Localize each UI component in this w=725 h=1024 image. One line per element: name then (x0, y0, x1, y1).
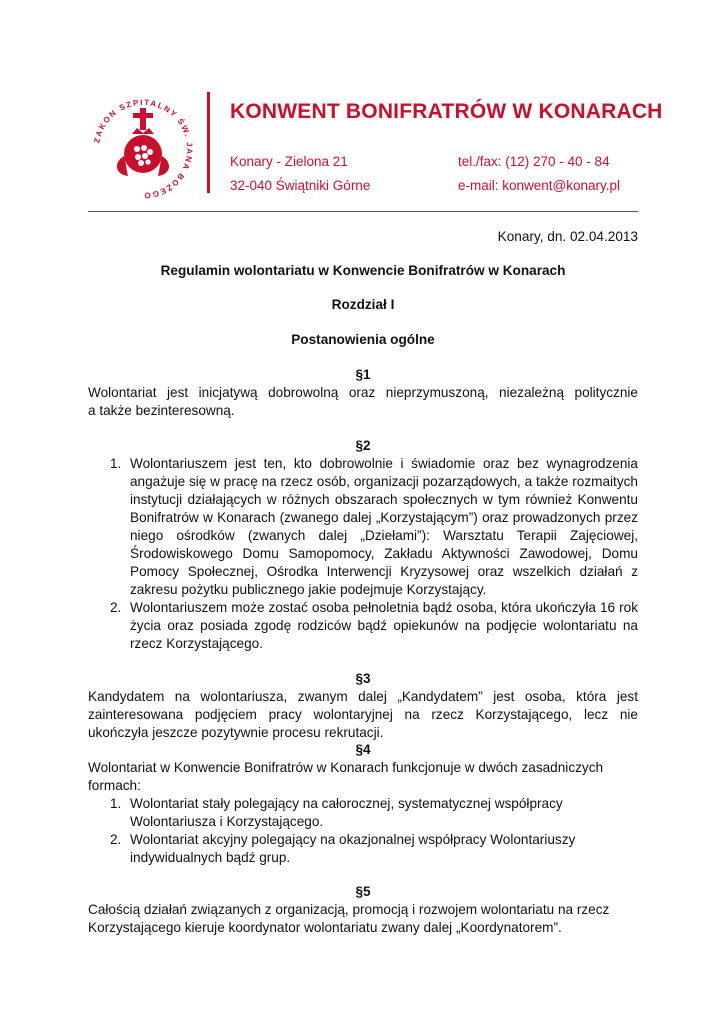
document-date: Konary, dn. 02.04.2013 (497, 229, 638, 244)
section-4-line-1: Wolontariat w Konwencie Bonifratrów w Konarach funkcjonuje w dwóch zasadniczych (88, 760, 604, 775)
section-2-heading: §2 (355, 438, 371, 453)
list-item (88, 599, 638, 653)
list-item (88, 795, 638, 831)
letterhead-divider (207, 92, 210, 193)
section-3-text: Kandydatem na wolontariusza, zwanym dalej „Kandydatem” jest osoba, która jest zainteresowana podjęciem pracy wolontaryjnej na rzecz Korzystającego, lecz nie ukończyła jeszcze pozytywnie procesu rekrutacji. (88, 689, 638, 740)
list-item-number: 1. (110, 456, 122, 471)
organization-name: KONWENT BONIFRATRÓW W KONARACH (230, 100, 663, 123)
list-item-number: 2. (110, 600, 122, 615)
section-1-line-2: a także bezinteresowną. (88, 403, 235, 418)
section-4-line-2: formach: (88, 778, 141, 793)
list-item-text: Wolontariuszem może zostać osoba pełnoletnia bądź osoba, która ukończyła 16 rok życia oraz posiada zgodę rodziców bądź opiekunów na podjęcie wolontariatu na rzecz Korzystającego. (130, 600, 638, 651)
list-item (88, 455, 638, 599)
document-title: Regulamin wolontariatu w Konwencie Bonifratrów w Konarach (160, 263, 566, 278)
list-item-line-1: Wolontariat stały polegający na całorocznej, systematycznej współpracy (130, 796, 563, 811)
address-street: Konary - Zielona 21 (230, 154, 348, 169)
section-4-list (88, 795, 638, 867)
chapter-heading: Rozdział I (331, 297, 395, 312)
chapter-title: Postanowienia ogólne (291, 332, 435, 347)
address-city: 32-040 Świątniki Górne (230, 178, 371, 193)
list-item-line-2: Wolontariusza i Korzystającego. (130, 814, 324, 829)
order-logo-icon (88, 94, 198, 204)
logo-ring-text: ZAKON SZPITALNY ŚW. JANA BOŻEGO (92, 97, 195, 201)
section-5-line-1: Całością działań związanych z organizacją, promocją i rozwojem wolontariatu na rzecz (88, 902, 610, 917)
section-2-list (88, 455, 638, 653)
contact-email: e-mail: konwent@konary.pl (458, 178, 621, 193)
header-rule (88, 211, 638, 212)
section-4-heading: §4 (355, 742, 371, 757)
list-item-line-1: Wolontariat akcyjny polegający na okazjonalnej współpracy Wolontariuszy (130, 832, 576, 847)
section-5-heading: §5 (355, 884, 371, 899)
contact-phone: tel./fax: (12) 270 - 40 - 84 (458, 154, 610, 169)
list-item-text: Wolontariuszem jest ten, kto dobrowolnie i świadomie oraz bez wynagrodzenia angażuje się w pracę na rzecz osób, organizacji pozarządowych, a także rozmaitych instytucji działających w różnych obszarach społecznych w tym również Konwentu Bonifratrów w Konarach (zwanego dalej „Korzystającym”) oraz prowadzonych przez niego ośrodków (zwanych dalej „Dziełami”): Warsztatu Terapii Zajęciowej, Środowiskowego Domu Samopomocy, Zakładu Aktywności Zawodowej, Domu Pomocy Społecznej, Ośrodka Interwencji Kryzysowej oraz wszelkich działań z zakresu pożytku publicznego jakie podejmuje Korzystający. (130, 456, 638, 597)
list-item-line-2: indywidualnych bądź grup. (130, 850, 291, 865)
list-item-number: 2. (110, 832, 122, 847)
section-5-line-2: Korzystającego kieruje koordynator wolontariatu zwany dalej „Koordynatorem”. (88, 920, 562, 935)
section-1-heading: §1 (355, 367, 371, 382)
section-1-line-1: Wolontariat jest inicjatywą dobrowolną oraz nieprzymuszoną, niezależną politycznie (88, 385, 638, 400)
list-item-number: 1. (110, 796, 122, 811)
list-item (88, 831, 638, 867)
section-3-heading: §3 (355, 671, 371, 686)
